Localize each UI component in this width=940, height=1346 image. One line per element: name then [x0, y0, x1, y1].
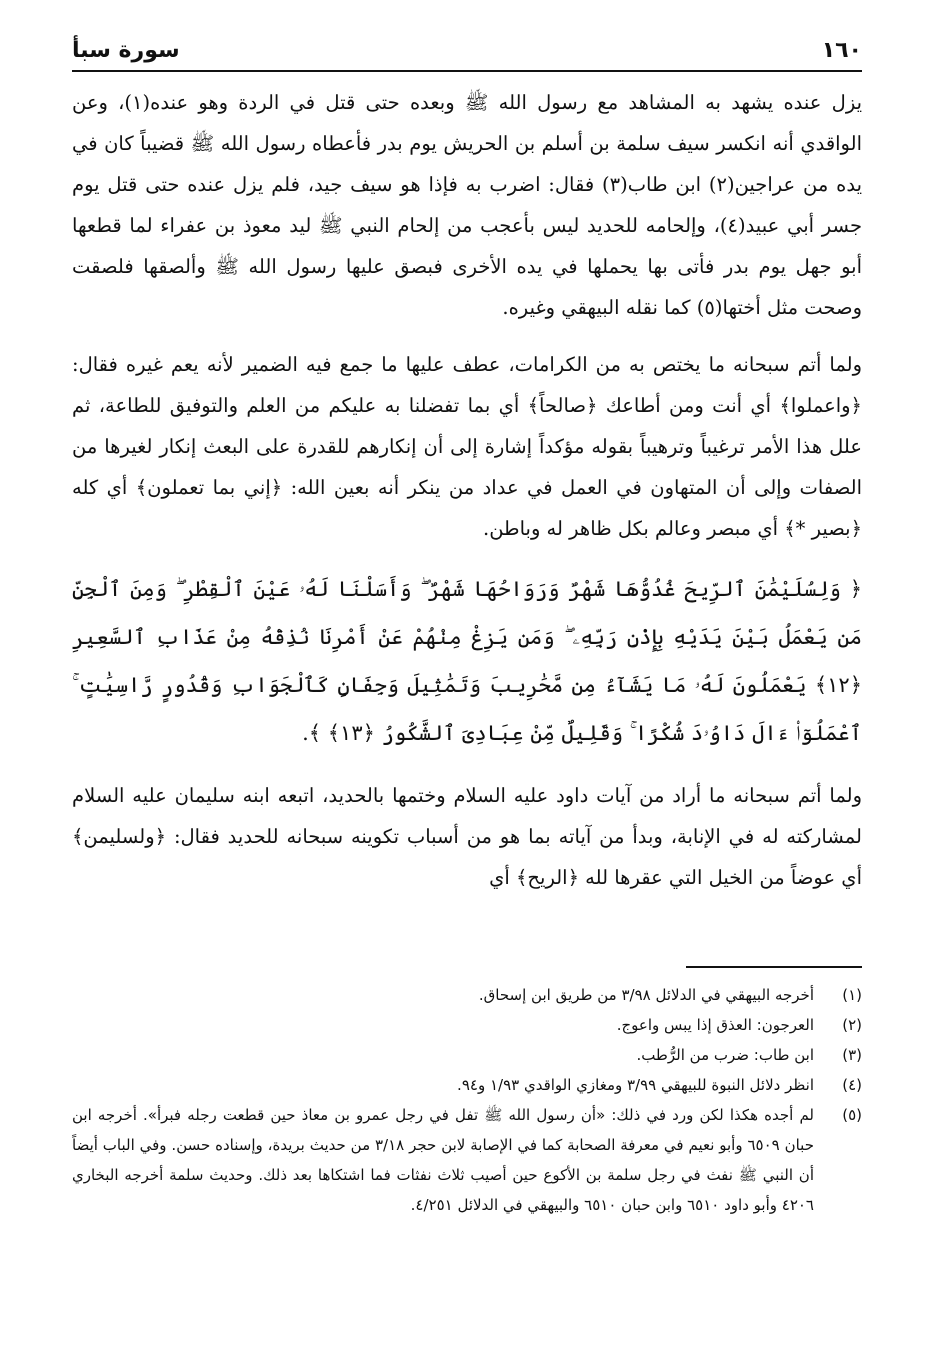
paragraph: ولما أتم سبحانه ما أراد من آيات داود عليه السلام وختمها بالحديد، اتبعه ابنه سليمان عليه السلام لمشاركته له في الإنابة، وبدأ من آياته بما هو من أسباب تكوينه سبحانه للحديد فقال: ﴿ولسليمن﴾ أي عوضاً من الخيل التي عقرها لله ﴿الريح﴾ أي	[72, 784, 862, 889]
footnote-text: لم أجده هكذا لكن ورد في ذلك: «أن رسول الله ﷺ تفل في رجل عمرو بن معاذ حين قطعت رجله فبرأ». أخرجه ابن حبان ٦٥٠٩ وأبو نعيم في معرفة الصحابة كما في الإصابة لابن حجر ٣/١٨ من حديث بريدة، وإسناده حسن. وفي الباب أيضاً أن النبي ﷺ نفث في رجل سلمة بن الأكوع حين أصيب ثلاث نفثات فما اشتكاها بعد ذلك. وحديث سلمة أخرجه البخاري ٤٢٠٦ وأبو داود ٦٥١٠ وابن حبان ٦٥١٠ والبيهقي في الدلائل ٤/٢٥١.	[72, 1106, 814, 1214]
main-text	[72, 82, 862, 914]
footnote-rule	[686, 966, 862, 968]
footnote-text: انظر دلائل النبوة للبيهقي ٣/٩٩ ومغازي الواقدي ١/٩٣ و٩٤.	[457, 1076, 814, 1094]
footnote-item	[72, 980, 862, 1010]
quran-verse: ﴿ وَلِسُلَيْمَٰنَ ٱلرِّيحَ غُدُوُّهَا شَهْرٌ وَرَوَاحُهَا شَهْرٌ ۖ وَأَسَلْنَا لَهُۥ عَيْنَ ٱلْقِطْرِ ۖ وَمِنَ ٱلْجِنِّ مَن يَعْمَلُ بَيْنَ يَدَيْهِ بِإِذْنِ رَبِّهِۦ ۖ وَمَن يَزِغْ مِنْهُمْ عَنْ أَمْرِنَا نُذِقْهُ مِنْ عَذَابِ ٱلسَّعِيرِ ﴿١٢﴾ يَعْمَلُونَ لَهُۥ مَا يَشَآءُ مِن مَّحَٰرِيبَ وَتَمَٰثِيلَ وَجِفَانٍ كَٱلْجَوَابِ وَقُدُورٍ رَّاسِيَٰتٍ ۚ ٱعْمَلُوٓا۟ ءَالَ دَاوُۥدَ شُكْرًا ۚ وَقَلِيلٌ مِّنْ عِبَادِىَ ٱلشَّكُورُ ﴿١٣﴾ ﴾.	[72, 577, 862, 745]
page-header	[72, 28, 862, 72]
footnote-item	[72, 1100, 862, 1220]
page-number: ١٦٠	[821, 37, 862, 63]
footnote-text: العرجون: العذق إذا يبس واعوج.	[616, 1016, 814, 1034]
header-rule	[72, 70, 862, 72]
paragraph: ولما أتم سبحانه ما يختص به من الكرامات، عطف عليها ما جمع فيه الضمير لأنه يعم غيره فقال: ﴿واعملوا﴾ أي أنت ومن أطاعك ﴿صالحاً﴾ أي بما تفضلنا به عليكم من العلم والتوفيق للطاعة، ثم علل هذا الأمر ترغيباً وترهيباً بقوله مؤكداً إشارة إلى أن إنكارهم للقدرة على البعث إنكار لغيرها من الصفات وإلى أن المتهاون في العمل في عداد من ينكر أنه بعين الله: ﴿إني بما تعملون﴾ أي كله ﴿بصير *﴾ أي مبصر وعالم بكل ظاهر له وباطن.	[72, 353, 862, 540]
footnote-number: (٤)	[842, 1076, 862, 1094]
footnote-item	[72, 1010, 862, 1040]
footnote-text: ابن طاب: ضرب من الرُّطب.	[636, 1046, 814, 1064]
footnote-item	[72, 1070, 862, 1100]
footnote-item	[72, 1040, 862, 1070]
surah-title: سورة سبأ	[72, 37, 180, 63]
footnotes	[72, 980, 862, 1220]
footnote-text: أخرجه البيهقي في الدلائل ٣/٩٨ من طريق ابن إسحاق.	[478, 986, 814, 1004]
paragraph: يزل عنده يشهد به المشاهد مع رسول الله ﷺ وبعده حتى قتل في الردة وهو عنده(١)، وعن الواقدي أنه انكسر سيف سلمة بن أسلم بن الحريش يوم بدر فأعطاه رسول الله ﷺ قضيباً كان في يده من عراجين(٢) ابن طاب(٣) فقال: اضرب به فإذا هو سيف جيد، فلم يزل عنده حتى قتل يوم جسر أبي عبيد(٤)، وإلحامه للحديد ليس بأعجب من إلحام النبي ﷺ ليد معوذ بن عفراء لما قطعها أبو جهل يوم بدر فأتى بها يحملها في يده الأخرى فبصق عليها رسول الله ﷺ وألصقها فلصقت وصحت مثل أختها(٥) كما نقله البيهقي وغيره.	[72, 91, 863, 319]
footnote-number: (٢)	[842, 1016, 862, 1034]
footnote-number: (٥)	[842, 1106, 862, 1124]
footnote-number: (٣)	[842, 1046, 862, 1064]
footnote-number: (١)	[842, 986, 862, 1004]
